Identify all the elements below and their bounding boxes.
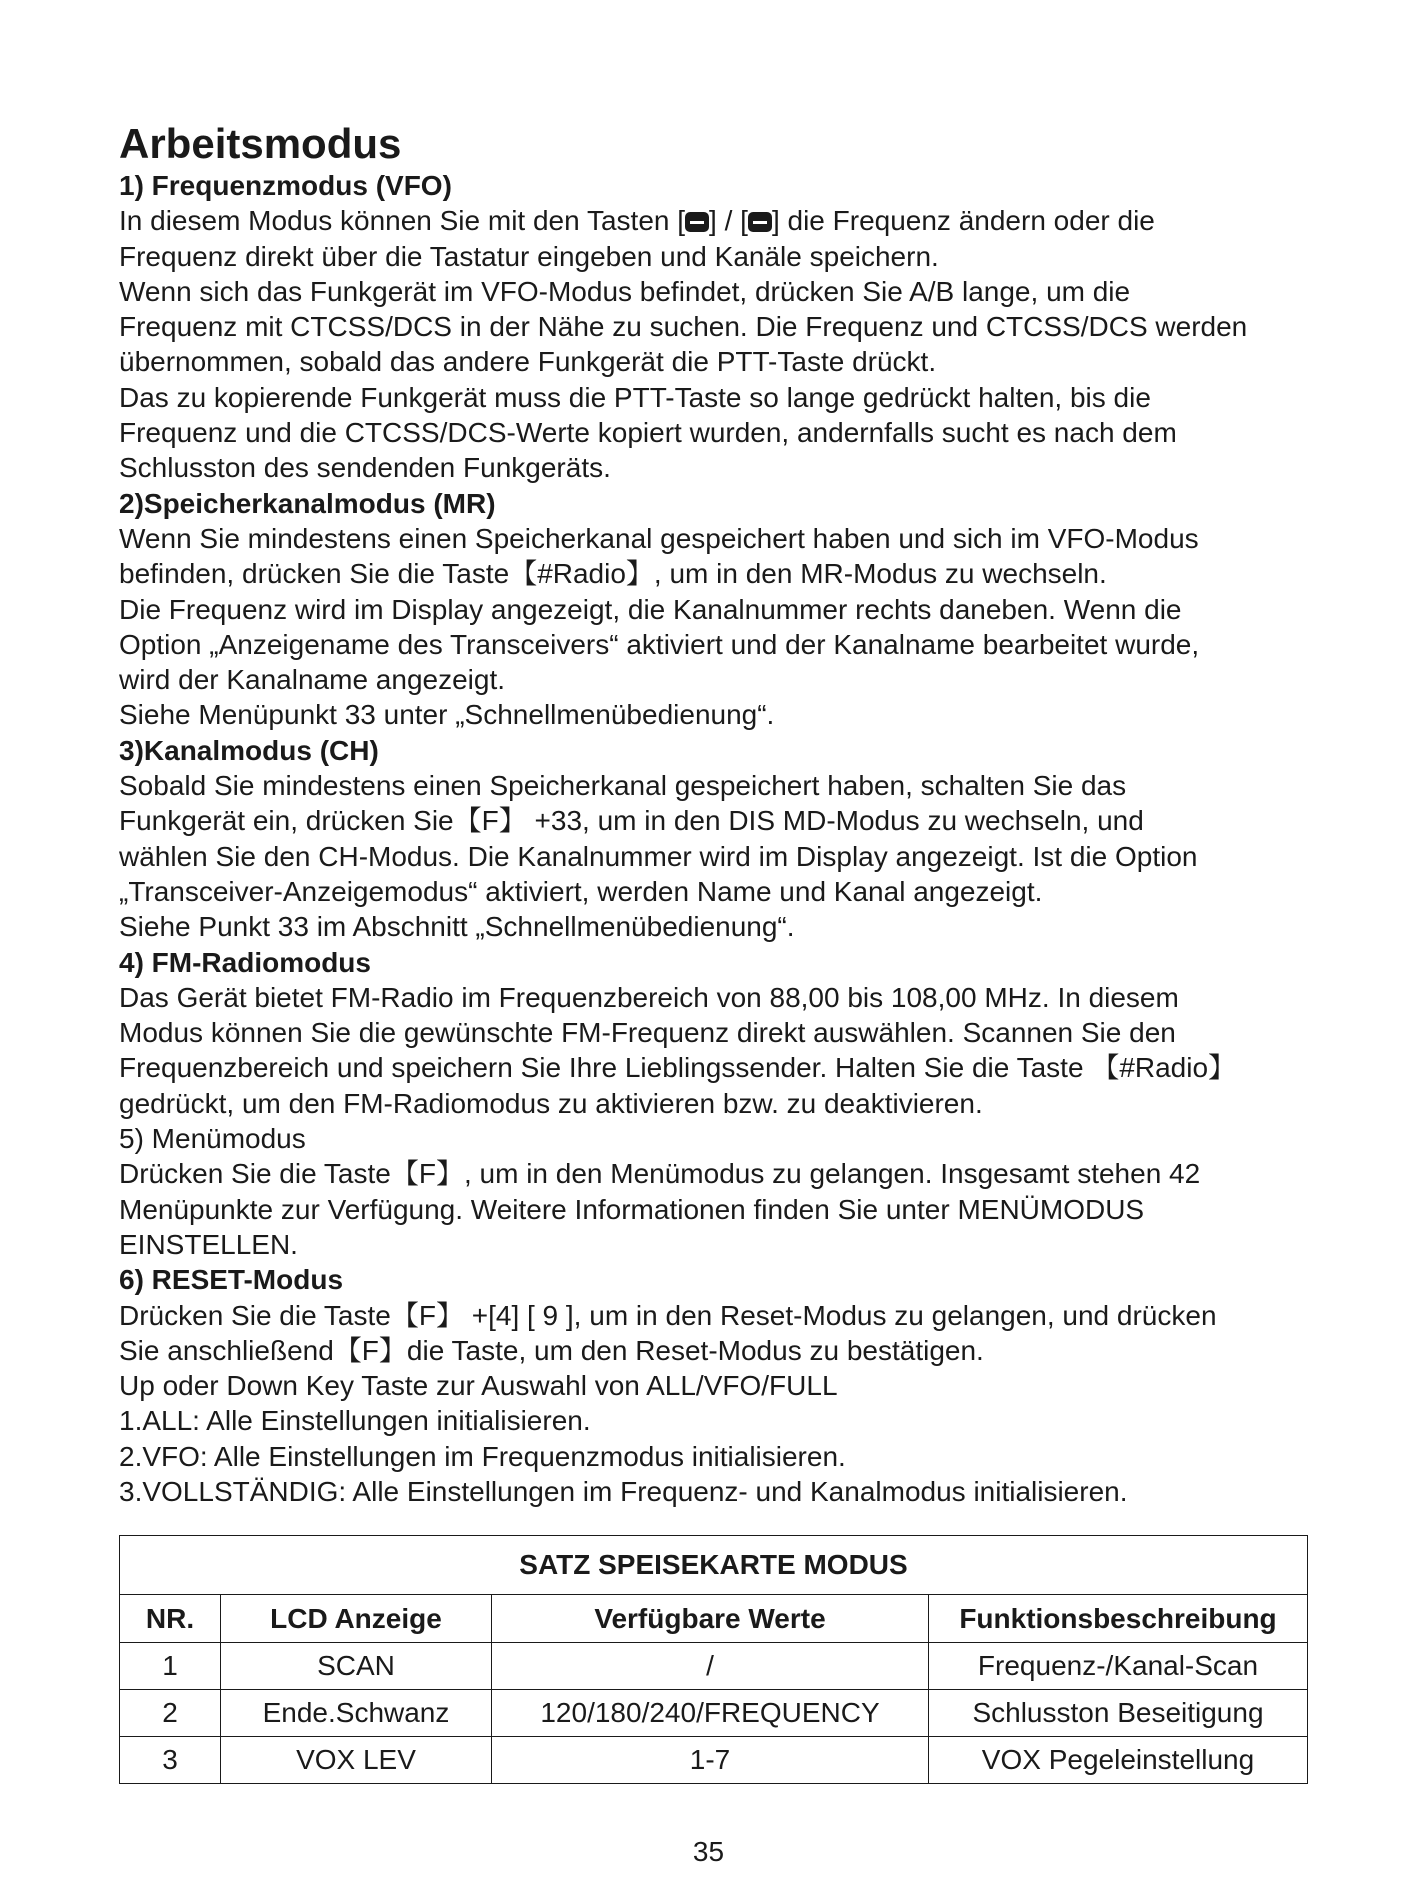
paragraph-line: Das zu kopierende Funkgerät muss die PTT-Taste so lange gedrückt halten, bis die: [119, 381, 1151, 413]
paragraph-line: wählen Sie den CH-Modus. Die Kanalnummer wird im Display angezeigt. Ist die Option: [119, 840, 1198, 872]
paragraph-line: 1.ALL: Alle Einstellungen initialisieren.: [119, 1405, 591, 1437]
paragraph-line: Siehe Menüpunkt 33 unter „Schnellmenübedienung“.: [119, 699, 775, 731]
cell-values: 120/180/240/FREQUENCY: [492, 1690, 929, 1737]
paragraph-line: Funkgerät ein, drücken Sie【F】 +33, um in den DIS MD-Modus zu wechseln, und: [119, 805, 1144, 837]
cell-function: VOX Pegeleinstellung: [929, 1737, 1308, 1784]
menu-mode-table: [119, 1535, 1308, 1784]
paragraph-line: Sie anschließend【F】die Taste, um den Reset-Modus zu bestätigen.: [119, 1334, 984, 1366]
table-row: [120, 1690, 1308, 1737]
paragraph-line: gedrückt, um den FM-Radiomodus zu aktivieren bzw. zu deaktivieren.: [119, 1087, 983, 1119]
paragraph-line: Drücken Sie die Taste【F】 +[4] [ 9 ], um in den Reset-Modus zu gelangen, und drücken: [119, 1299, 1217, 1331]
paragraph-line: Das Gerät bietet FM-Radio im Frequenzbereich von 88,00 bis 108,00 MHz. In diesem: [119, 981, 1179, 1013]
section-heading-fm: 4) FM-Radiomodus: [119, 946, 371, 978]
paragraph-line: Siehe Punkt 33 im Abschnitt „Schnellmenübedienung“.: [119, 911, 795, 943]
paragraph-line: Drücken Sie die Taste【F】, um in den Menümodus zu gelangen. Insgesamt stehen 42: [119, 1158, 1201, 1190]
paragraph-line: Wenn Sie mindestens einen Speicherkanal gespeichert haben und sich im VFO-Modus: [119, 522, 1199, 554]
column-header-values: Verfügbare Werte: [492, 1595, 929, 1643]
page-title: Arbeitsmodus: [119, 120, 402, 167]
paragraph-line: Die Frequenz wird im Display angezeigt, die Kanalnummer rechts daneben. Wenn die: [119, 593, 1182, 625]
table-title: SATZ SPEISEKARTE MODUS: [120, 1536, 1308, 1595]
table-row: [120, 1643, 1308, 1690]
paragraph-line: „Transceiver-Anzeigemodus“ aktiviert, werden Name und Kanal angezeigt.: [119, 875, 1043, 907]
section-heading-ch: 3)Kanalmodus (CH): [119, 734, 379, 766]
column-header-nr: NR.: [120, 1595, 221, 1643]
cell-function: Frequenz-/Kanal-Scan: [929, 1643, 1308, 1690]
page-number: 35: [692, 1836, 725, 1867]
paragraph-line: In diesem Modus können Sie mit den Tasten [ ] / [ ] die Frequenz ändern oder die: [119, 205, 1155, 237]
paragraph-line: Schlusston des sendenden Funkgeräts.: [119, 452, 611, 484]
paragraph-line: 2.VFO: Alle Einstellungen im Frequenzmodus initialisieren.: [119, 1440, 846, 1472]
cell-function: Schlusston Beseitigung: [929, 1690, 1308, 1737]
key-down-icon: [748, 212, 772, 232]
cell-lcd: Ende.Schwanz: [221, 1690, 492, 1737]
section-heading-vfo: 1) Frequenzmodus (VFO): [119, 170, 452, 201]
paragraph-line: Frequenz und die CTCSS/DCS-Werte kopiert wurden, andernfalls sucht es nach dem: [119, 417, 1177, 449]
cell-lcd: SCAN: [221, 1643, 492, 1690]
paragraph-line: wird der Kanalname angezeigt.: [119, 664, 506, 696]
section-heading-reset: 6) RESET-Modus: [119, 1264, 344, 1296]
cell-nr: 3: [120, 1737, 221, 1784]
paragraph-line: Sobald Sie mindestens einen Speicherkanal gespeichert haben, schalten Sie das: [119, 770, 1127, 802]
key-up-icon: [685, 212, 709, 232]
cell-nr: 2: [120, 1690, 221, 1737]
cell-values: /: [492, 1643, 929, 1690]
cell-nr: 1: [120, 1643, 221, 1690]
paragraph-line: EINSTELLEN.: [119, 1228, 298, 1260]
section-heading-mr: 2)Speicherkanalmodus (MR): [119, 487, 496, 519]
paragraph-line: Menüpunkte zur Verfügung. Weitere Informationen finden Sie unter MENÜMODUS: [119, 1193, 1145, 1225]
paragraph-line: Frequenzbereich und speichern Sie Ihre Lieblingssender. Halten Sie die Taste 【#Radio】: [119, 1052, 1237, 1084]
section-heading-menu: 5) Menümodus: [119, 1123, 306, 1155]
column-header-function: Funktionsbeschreibung: [929, 1595, 1308, 1643]
paragraph-line: übernommen, sobald das andere Funkgerät die PTT-Taste drückt.: [119, 346, 937, 378]
cell-lcd: VOX LEV: [221, 1737, 492, 1784]
column-header-lcd: LCD Anzeige: [221, 1595, 492, 1643]
paragraph-line: befinden, drücken Sie die Taste【#Radio】, um in den MR-Modus zu wechseln.: [119, 558, 1107, 590]
document-body: [119, 120, 1309, 1509]
table-row: [120, 1737, 1308, 1784]
paragraph-line: Frequenz mit CTCSS/DCS in der Nähe zu suchen. Die Frequenz und CTCSS/DCS werden: [119, 311, 1248, 343]
cell-values: 1-7: [492, 1737, 929, 1784]
paragraph-line: Modus können Sie die gewünschte FM-Frequenz direkt auswählen. Scannen Sie den: [119, 1017, 1176, 1049]
paragraph-line: Up oder Down Key Taste zur Auswahl von ALL/VFO/FULL: [119, 1370, 838, 1402]
paragraph-line: Wenn sich das Funkgerät im VFO-Modus befindet, drücken Sie A/B lange, um die: [119, 275, 1131, 307]
paragraph-line: 3.VOLLSTÄNDIG: Alle Einstellungen im Frequenz- und Kanalmodus initialisieren.: [119, 1475, 1128, 1507]
paragraph-line: Option „Anzeigename des Transceivers“ aktiviert und der Kanalname bearbeitet wurde,: [119, 628, 1200, 660]
paragraph-line: Frequenz direkt über die Tastatur eingeben und Kanäle speichern.: [119, 240, 939, 272]
